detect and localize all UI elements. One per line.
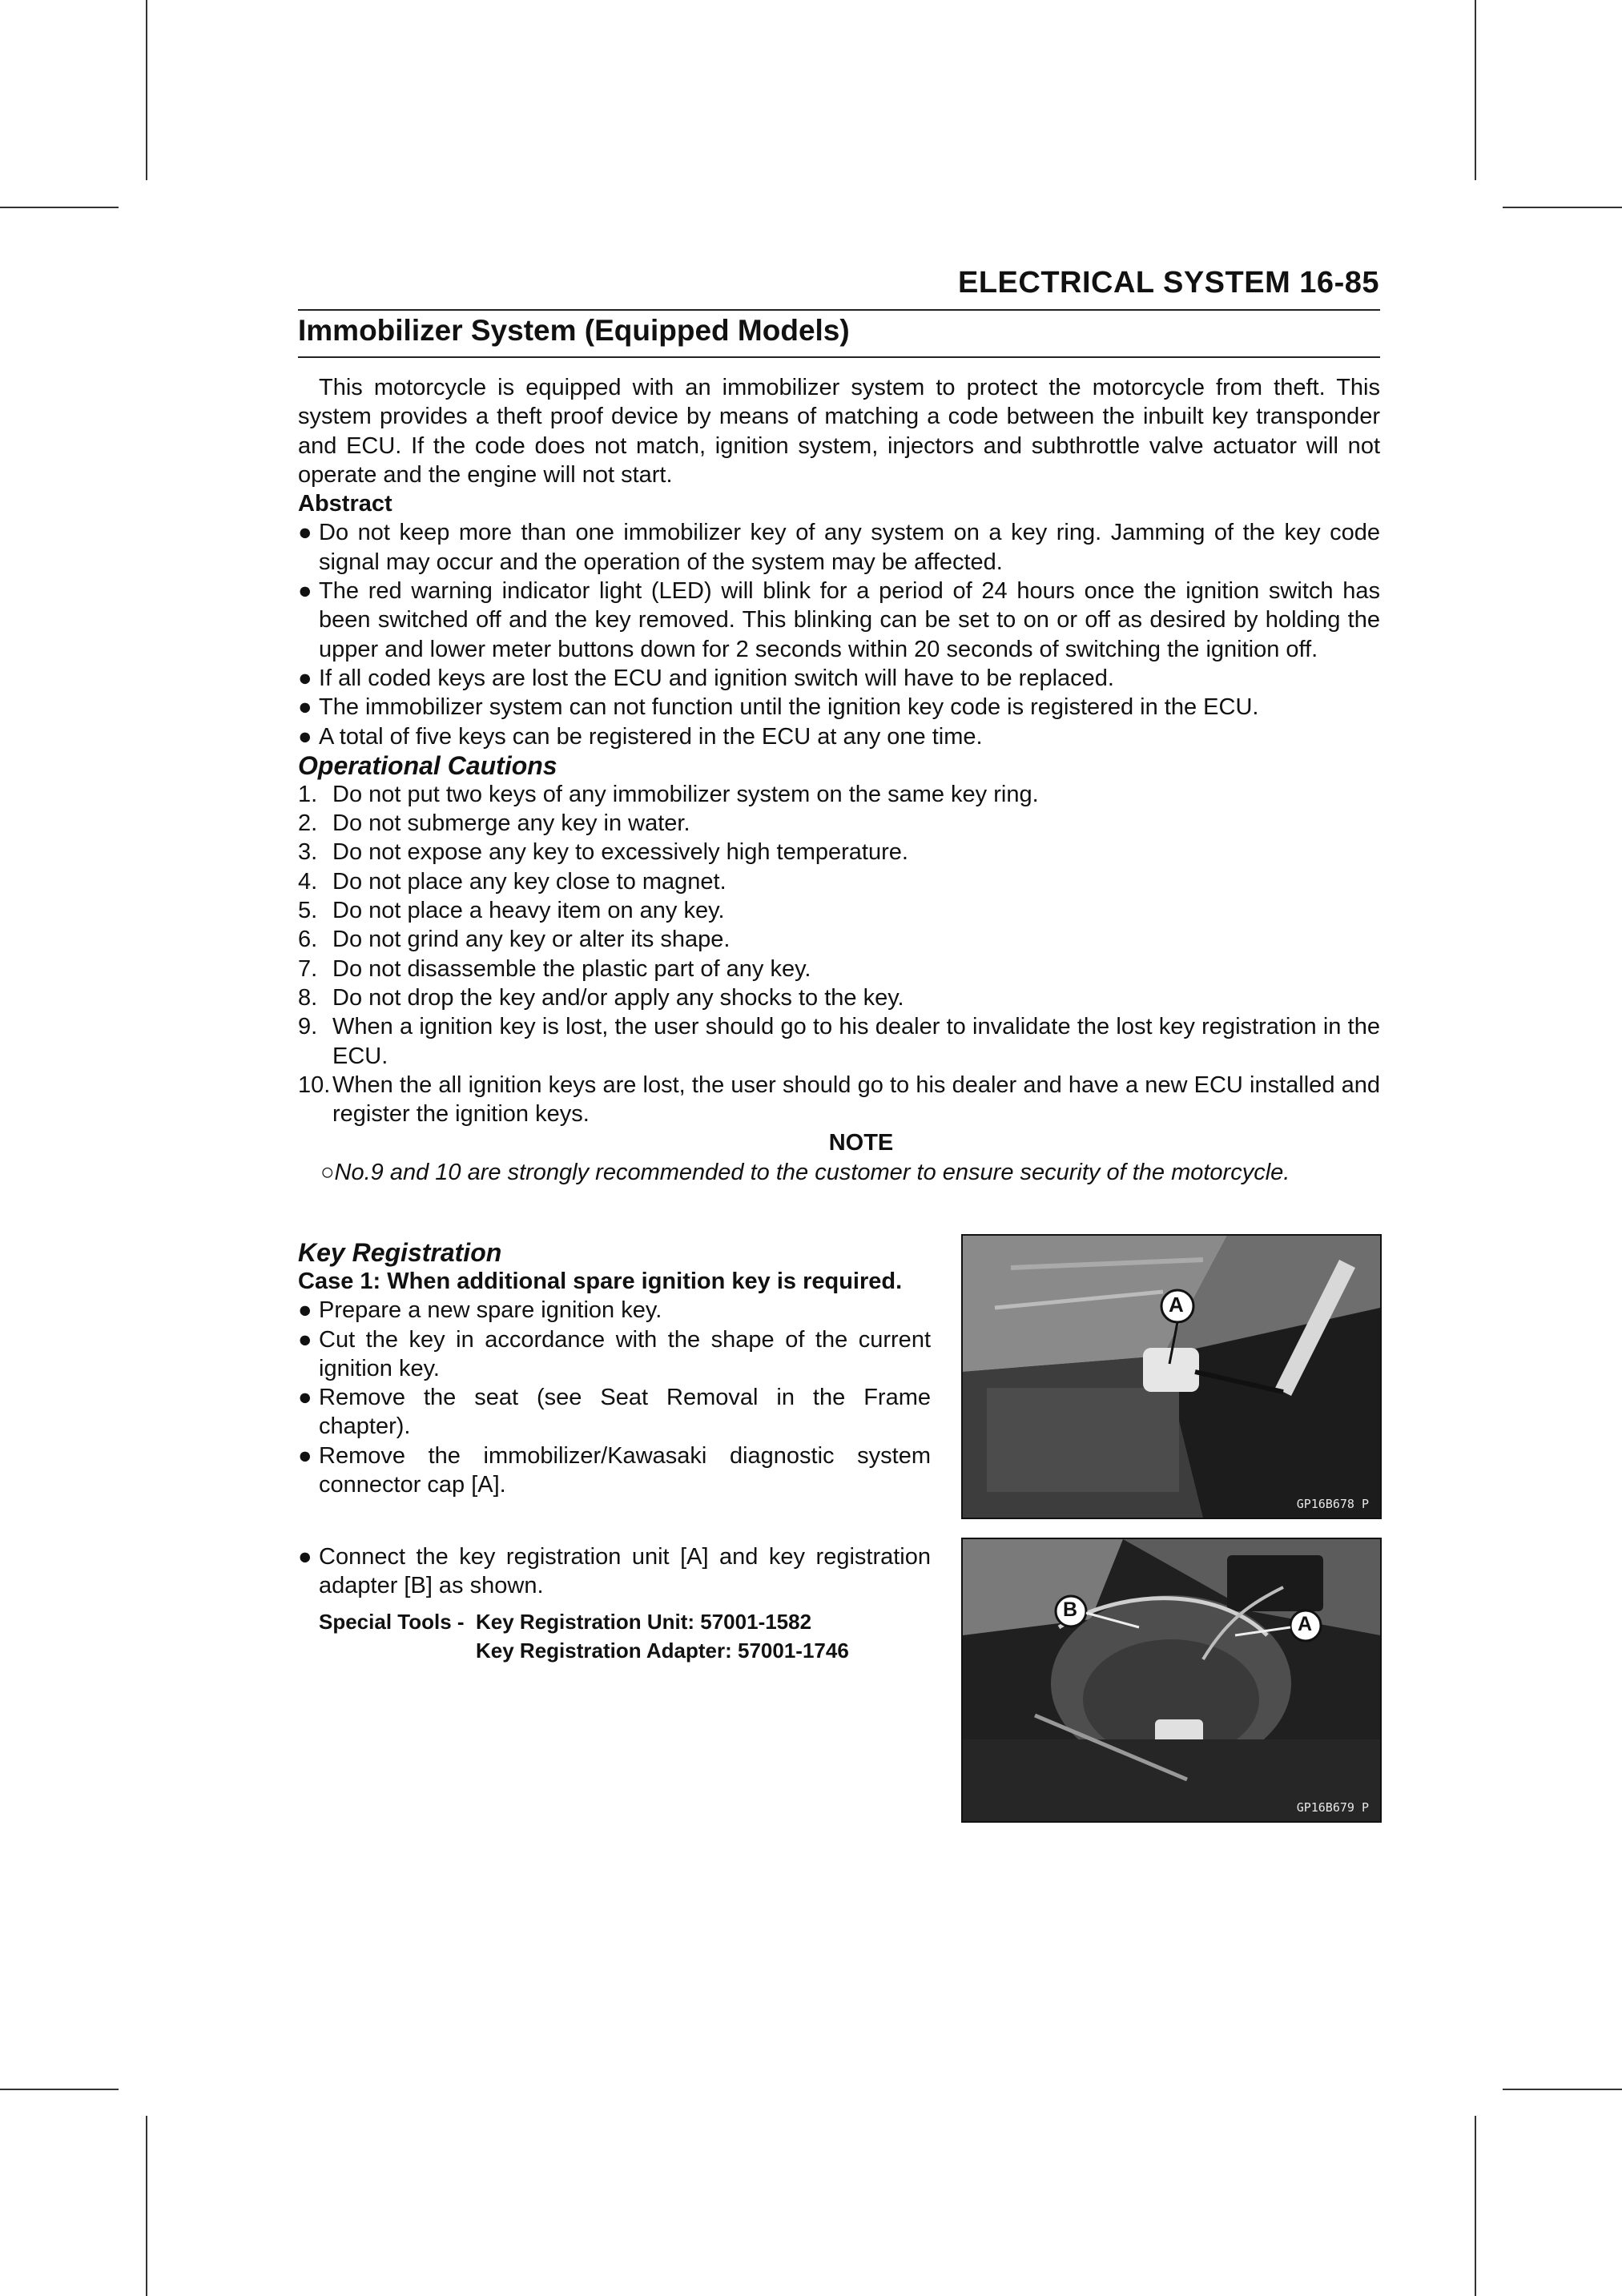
photo-code: GP16B678 P bbox=[1296, 1497, 1369, 1511]
special-tools bbox=[298, 1607, 931, 1665]
page-header: ELECTRICAL SYSTEM 16-85 bbox=[957, 266, 1379, 300]
crop-mark bbox=[146, 2116, 147, 2296]
section-rule bbox=[298, 356, 1380, 358]
special-tool-row: Special Tools - Key Registration Unit: 57001-1582 bbox=[319, 1607, 931, 1636]
list-item: ● Remove the seat (see Seat Removal in the Frame chapter). bbox=[298, 1385, 931, 1440]
key-registration-connect-steps bbox=[298, 1542, 931, 1601]
list-item: ● Remove the immobilizer/Kawasaki diagnostic system connector cap [A]. bbox=[298, 1442, 931, 1498]
list-item: 6. Do not grind any key or alter its shape. bbox=[298, 927, 731, 953]
bullet-icon: ● bbox=[298, 694, 312, 721]
list-item: 2. Do not submerge any key in water. bbox=[298, 810, 690, 837]
case-heading: Case 1: When additional spare ignition key is required. bbox=[298, 1269, 903, 1294]
bullet-icon: ● bbox=[298, 665, 312, 691]
photo-illustration bbox=[963, 1539, 1380, 1821]
main-content bbox=[298, 373, 1380, 1187]
callout-label: A bbox=[1169, 1293, 1184, 1317]
abstract-list bbox=[298, 518, 1380, 750]
bullet-icon: ● bbox=[298, 1544, 312, 1570]
crop-mark bbox=[1475, 2116, 1476, 2296]
note-text: ○No.9 and 10 are strongly recommended to the customer to ensure security of the motorcycle. bbox=[320, 1159, 1290, 1185]
crop-mark bbox=[1503, 2089, 1622, 2090]
bullet-icon: ● bbox=[298, 1442, 312, 1469]
crop-mark bbox=[146, 0, 147, 180]
list-item: ● The red warning indicator light (LED) will blink for a period of 24 hours once the ignition switch has been switched off and the key removed. This blinking can be set to on or off as desired by holding the upper and lower meter buttons down for 2 seconds within 20 seconds of switching the ignition off. bbox=[298, 578, 1380, 662]
photo-code: GP16B679 P bbox=[1296, 1800, 1369, 1815]
list-item: ● Cut the key in accordance with the shape of the current ignition key. bbox=[298, 1326, 931, 1381]
bullet-icon: ● bbox=[298, 1326, 312, 1353]
bullet-icon: ● bbox=[298, 520, 312, 546]
abstract-heading: Abstract bbox=[298, 491, 392, 517]
cautions-list bbox=[298, 780, 1380, 1129]
list-item: 8. Do not drop the key and/or apply any shocks to the key. bbox=[298, 984, 904, 1011]
key-registration-block-b bbox=[298, 1542, 931, 1665]
photo-registration-unit bbox=[961, 1538, 1382, 1823]
photo-illustration bbox=[963, 1236, 1380, 1518]
list-item: 3. Do not expose any key to excessively high temperature. bbox=[298, 839, 908, 866]
section-title: Immobilizer System (Equipped Models) bbox=[298, 314, 850, 347]
key-registration-steps bbox=[298, 1296, 931, 1499]
crop-mark bbox=[1503, 207, 1622, 208]
bullet-icon: ● bbox=[298, 1385, 312, 1411]
crop-mark bbox=[1475, 0, 1476, 180]
list-item: ● Prepare a new spare ignition key. bbox=[298, 1296, 931, 1325]
list-item: ● A total of five keys can be registered in the ECU at any one time. bbox=[298, 722, 1380, 751]
bullet-icon: ● bbox=[298, 578, 312, 605]
header-rule bbox=[298, 309, 1380, 311]
list-item: 9. When a ignition key is lost, the user should go to his dealer to invalidate the lost key registration in the ECU. bbox=[298, 1014, 1380, 1069]
list-item: 4. Do not place any key close to magnet. bbox=[298, 868, 726, 895]
callout-label: A bbox=[1298, 1613, 1313, 1635]
list-item: ● Do not keep more than one immobilizer key of any system on a key ring. Jamming of the key code signal may occur and the operation of the system may be affected. bbox=[298, 520, 1380, 575]
intro-paragraph: This motorcycle is equipped with an immobilizer system to protect the motorcycle from theft. This system provides a theft proof device by means of matching a code between the inbuilt key transponder and ECU. If the code does not match, ignition system, injectors and subthrottle valve actuator will not operate and the engine will not start. bbox=[298, 375, 1380, 488]
list-item: ● If all coded keys are lost the ECU and ignition switch will have to be replaced. bbox=[298, 664, 1380, 693]
cautions-heading: Operational Cautions bbox=[298, 750, 557, 780]
special-tool-row: Key Registration Adapter: 57001-1746 bbox=[476, 1638, 849, 1663]
key-registration-block-a bbox=[298, 1238, 931, 1499]
list-item: 10. When the all ignition keys are lost, the user should go to his dealer and have a new ECU installed and register the ignition keys. bbox=[298, 1072, 1380, 1128]
crop-mark bbox=[0, 207, 119, 208]
list-item: 7. Do not disassemble the plastic part of any key. bbox=[298, 955, 811, 982]
photo-connector-cap bbox=[961, 1234, 1382, 1519]
callout-label: B bbox=[1063, 1598, 1078, 1621]
special-tools-label: Special Tools - bbox=[319, 1609, 465, 1634]
note-heading: NOTE bbox=[828, 1130, 894, 1156]
list-item: 5. Do not place a heavy item on any key. bbox=[298, 898, 725, 924]
note-marker-icon: ○ bbox=[320, 1159, 335, 1185]
bullet-icon: ● bbox=[298, 723, 312, 750]
key-registration-heading: Key Registration bbox=[298, 1238, 502, 1267]
list-item: 1. Do not put two keys of any immobilizer system on the same key ring. bbox=[298, 781, 1039, 807]
crop-mark bbox=[0, 2089, 119, 2090]
bullet-icon: ● bbox=[298, 1297, 312, 1324]
list-item: ● Connect the key registration unit [A] and key registration adapter [B] as shown. bbox=[298, 1544, 931, 1599]
list-item: ● The immobilizer system can not function until the ignition key code is registered in the ECU. bbox=[298, 693, 1380, 722]
